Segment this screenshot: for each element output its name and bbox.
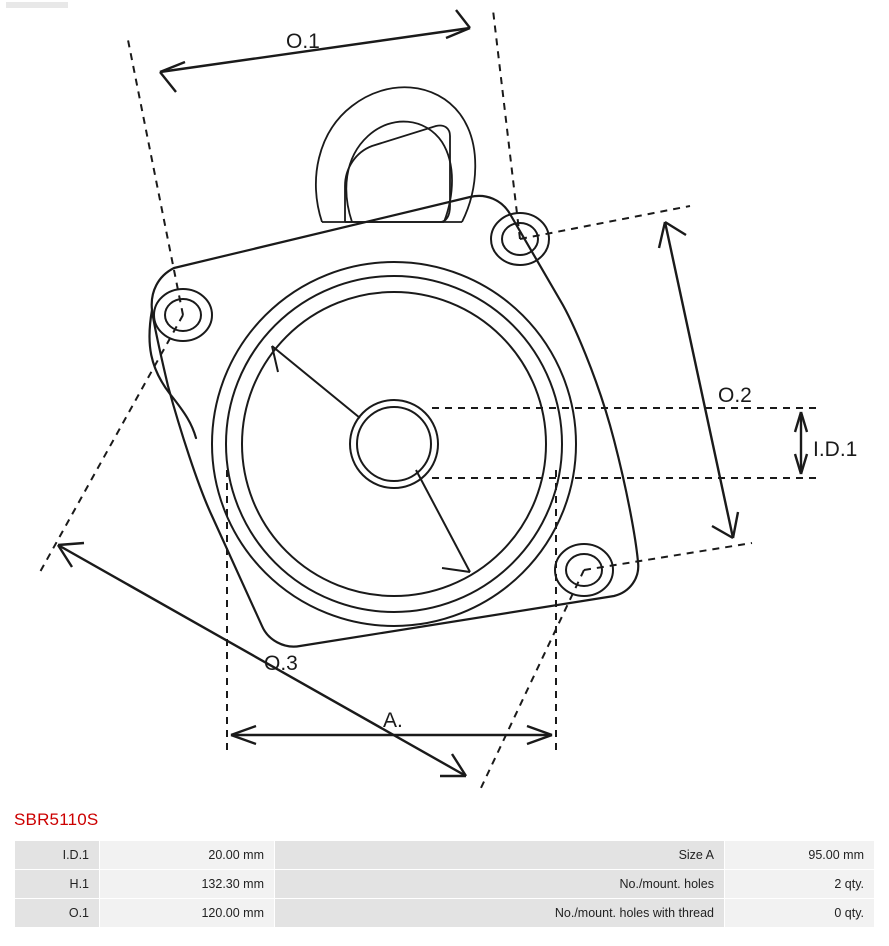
- table-row: [15, 870, 875, 899]
- spec-label-secondary: No./mount. holes: [275, 870, 725, 899]
- bore-spokes: [272, 346, 470, 572]
- spec-value-secondary: 95.00 mm: [725, 841, 875, 870]
- table-row: [15, 899, 875, 928]
- spec-value: 132.30 mm: [100, 870, 275, 899]
- bore-circles: [212, 262, 576, 626]
- spec-value: 20.00 mm: [100, 841, 275, 870]
- part-number-title: SBR5110S: [14, 810, 99, 829]
- table-row: [15, 841, 875, 870]
- spec-label-secondary: No./mount. holes with thread: [275, 899, 725, 928]
- spec-label-secondary: Size A: [275, 841, 725, 870]
- dimension-label-o2: O.2: [718, 384, 752, 407]
- spec-value: 120.00 mm: [100, 899, 275, 928]
- spec-label: H.1: [15, 870, 100, 899]
- dimension-label-a: A.: [383, 709, 403, 732]
- dimension-label-id1: I.D.1: [813, 438, 858, 461]
- spec-label: I.D.1: [15, 841, 100, 870]
- bracket-outline: [149, 196, 638, 647]
- spec-value-secondary: 0 qty.: [725, 899, 875, 928]
- specifications-table: [14, 840, 875, 928]
- dimension-label-o1: O.1: [286, 30, 320, 53]
- dimension-label-o3: O.3: [264, 652, 298, 675]
- spec-value-secondary: 2 qty.: [725, 870, 875, 899]
- spec-label: O.1: [15, 899, 100, 928]
